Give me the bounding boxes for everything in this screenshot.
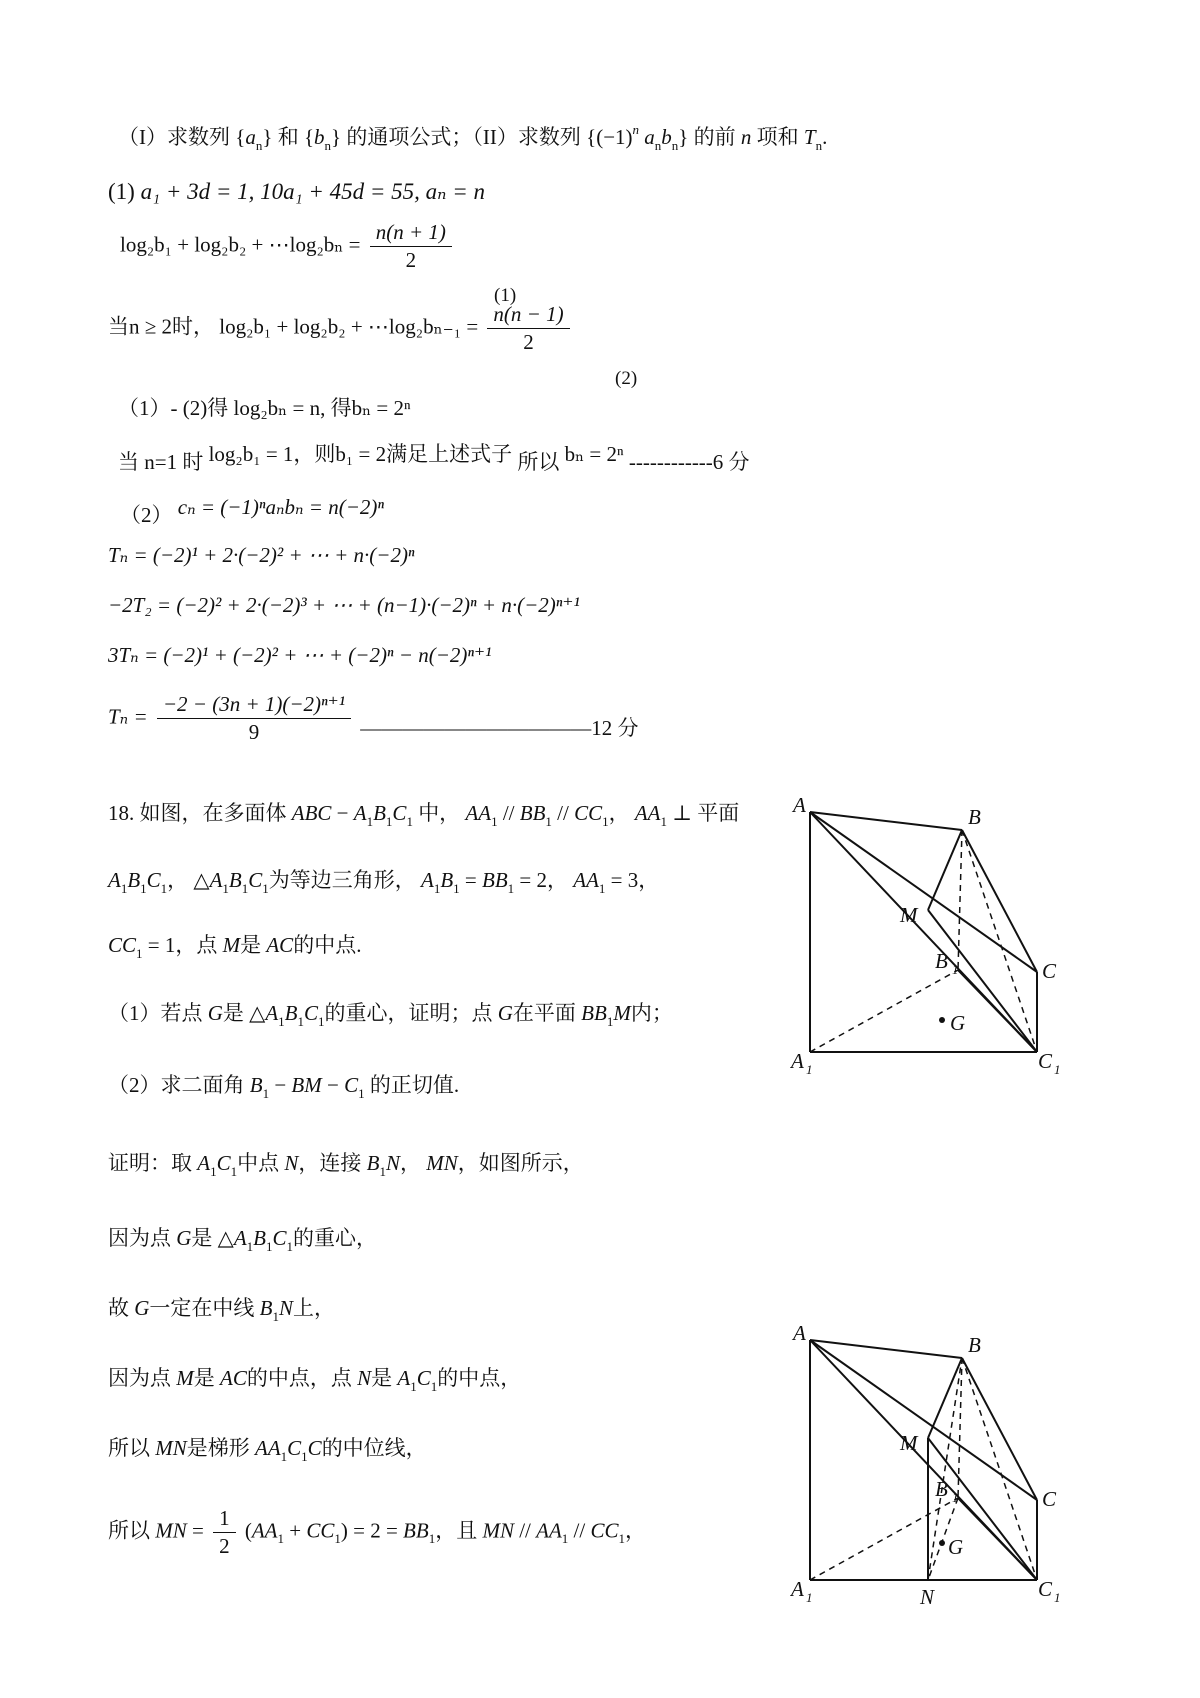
fraction: $\frac{n(n - 1)}{2}$ xyxy=(487,304,569,353)
p18-question1: （1）若点 G是 $\triangle A_1B_1C_1$的重心，证明；点 G在平面 $BB_1M$内； xyxy=(108,1001,673,1029)
fraction: $\frac{\text{−2 − (3n + 1)(−2)ⁿ⁺¹}}{9}$ xyxy=(157,694,351,743)
seq-product-set: {$(-1)^n$ $a_nb_n$} xyxy=(586,122,689,153)
fraction: $\frac{1}{2}$ xyxy=(213,1508,236,1557)
proof-line3: 故 G一定在中线 $B_1N$上， xyxy=(108,1296,336,1324)
label-G: G xyxy=(950,1011,966,1035)
edge-A1B1 xyxy=(810,1498,958,1580)
label-C: C xyxy=(1042,1487,1057,1511)
edge-B1C1 xyxy=(958,1498,1037,1580)
proof-line2: 因为点 G是 $\triangle A_1B_1C_1$的重心， xyxy=(108,1226,377,1254)
label-A: A xyxy=(793,793,806,817)
p18-question2: （2）求二面角 $B_1$ − BM − $C_1$ 的正切值. xyxy=(108,1073,460,1101)
sol1-line3: 当n ≥ 2时， log₂b₁ + log₂b₂ + ⋯log₂bₙ₋₁ = $\frac{n(n - 1)}{2}$ xyxy=(108,304,574,353)
label-C1-sub: 1 xyxy=(1054,1062,1061,1077)
proof-line5: 所以 MN是梯形 $AA_1C_1C$的中位线， xyxy=(108,1436,427,1464)
var-n: n xyxy=(740,125,752,149)
p18-line3: $CC_1 = 1$，点 M是 AC的中点. xyxy=(108,933,362,961)
edge-BC1 xyxy=(962,1358,1037,1580)
sol1-line4: （1）- (2)得 log₂bₙ = n, 得bₙ = 2ⁿ xyxy=(118,396,411,420)
sol1-line1: (1) a₁ + 3d = 1, 10a₁ + 45d = 55, aₙ = n xyxy=(108,179,485,204)
point-G xyxy=(939,1540,945,1546)
sol2-final: Tₙ = $\frac{\text{−2 − (3n + 1)(−2)ⁿ⁺¹}}{9}$ ———————————12 分 xyxy=(108,692,639,744)
label-N: N xyxy=(920,1585,935,1609)
label-C1-sub: 1 xyxy=(1054,1590,1061,1605)
edge-MC1 xyxy=(928,1438,1037,1580)
p18-line2: $A_1B_1C_1$， $\triangle A_1B_1C_1$为等边三角形， $A_1B_1 = BB_1 = 2$， $AA_1 = 3$， xyxy=(108,868,660,896)
sol2-3T-sum: 3Tₙ = (−2)¹ + (−2)² + ⋯ + (−2)ⁿ − n(−2)ⁿ⁺¹ xyxy=(108,643,492,667)
label-B1: B xyxy=(935,949,948,973)
label-A: A xyxy=(793,1321,806,1345)
p18-line1: 18. 如图，在多面体 ABC − $A_1B_1C_1$ 中， $AA_1 // BB_1 // CC_1$， $AA_1$ ⊥ 平面 xyxy=(108,801,740,829)
label-C1: C xyxy=(1038,1049,1053,1073)
seq-b-set: $\{b_n\}$ xyxy=(303,125,342,153)
label-A1-sub: 1 xyxy=(806,1062,813,1077)
label-B: B xyxy=(968,1333,981,1357)
sol1-line2: log₂b₁ + log₂b₂ + ⋯log₂bₙ = $\frac{n(n + 1)}{2}$ xyxy=(120,222,456,271)
label-B: B xyxy=(968,805,981,829)
proof-line1: 证明：取 $A_1C_1$中点 N，连接 $B_1N$， MN，如图所示， xyxy=(108,1151,584,1179)
proof-line4: 因为点 M是 AC的中点，点 N是 $A_1C_1$的中点， xyxy=(108,1366,522,1394)
label-C: C xyxy=(1042,959,1057,983)
label-M: M xyxy=(900,903,918,927)
label-A1: A xyxy=(791,1577,804,1601)
label-G: G xyxy=(948,1535,964,1559)
fraction: $\frac{n(n + 1)}{2}$ xyxy=(370,222,452,271)
edge-B1C1 xyxy=(958,970,1037,1052)
point-G xyxy=(939,1017,945,1023)
sol1-line5: 当 n=1 时 log₂b₁ = 1，则b₁ = 2满足上述式子 所以 bₙ = 2ⁿ ------------6 分 xyxy=(118,442,750,474)
part1-question: （I）求数列 $\{a_n\}$ 和 $\{b_n\}$ 的通项公式；（II）求数列 {$(-1)^n$ $a_nb_n$} 的前 n 项和 $T_n$. xyxy=(118,122,828,153)
label-B1-sub: 1 xyxy=(952,962,959,977)
edge-MB xyxy=(928,830,962,910)
sol2-Tn-sum: Tₙ = (−2)¹ + 2·(−2)² + ⋯ + n·(−2)ⁿ xyxy=(108,543,415,567)
polyhedron-figure-2 xyxy=(790,1318,1090,1618)
edge-BC xyxy=(962,830,1037,972)
edge-AC xyxy=(810,1340,1037,1500)
label-M: M xyxy=(900,1431,918,1455)
seq-a-set: $\{a_n\}$ xyxy=(235,125,273,153)
edge-BC xyxy=(962,1358,1037,1500)
edge-MC1 xyxy=(928,910,1037,1052)
proof-line6: 所以 MN = $\frac{1}{2}$ $(AA_1 + CC_1) = 2 = BB_1$，且 MN // $AA_1 // CC_1$， xyxy=(108,1506,646,1558)
sol2-neg2T-sum: −2T₂ = (−2)² + 2·(−2)³ + ⋯ + (n−1)·(−2)ⁿ + n·(−2)ⁿ⁺¹ xyxy=(108,593,580,617)
polyhedron-figure-1 xyxy=(790,790,1090,1090)
equation-tag-2: (2) xyxy=(615,368,638,389)
sol2-cn-def: （2） cₙ = (−1)ⁿaₙbₙ = n(−2)ⁿ xyxy=(120,495,384,527)
edge-MB xyxy=(928,1358,962,1438)
var-Tn: $T_n$ xyxy=(803,125,823,153)
label-A1: A xyxy=(791,1049,804,1073)
edge-BC1 xyxy=(962,830,1037,1052)
edge-A1B1 xyxy=(810,970,958,1052)
label-B1-sub: 1 xyxy=(952,1490,959,1505)
label-A1-sub: 1 xyxy=(806,1590,813,1605)
edge-AC xyxy=(810,812,1037,972)
equation-tag-1: (1) xyxy=(494,285,517,306)
label-B1: B xyxy=(935,1477,948,1501)
label-C1: C xyxy=(1038,1577,1053,1601)
